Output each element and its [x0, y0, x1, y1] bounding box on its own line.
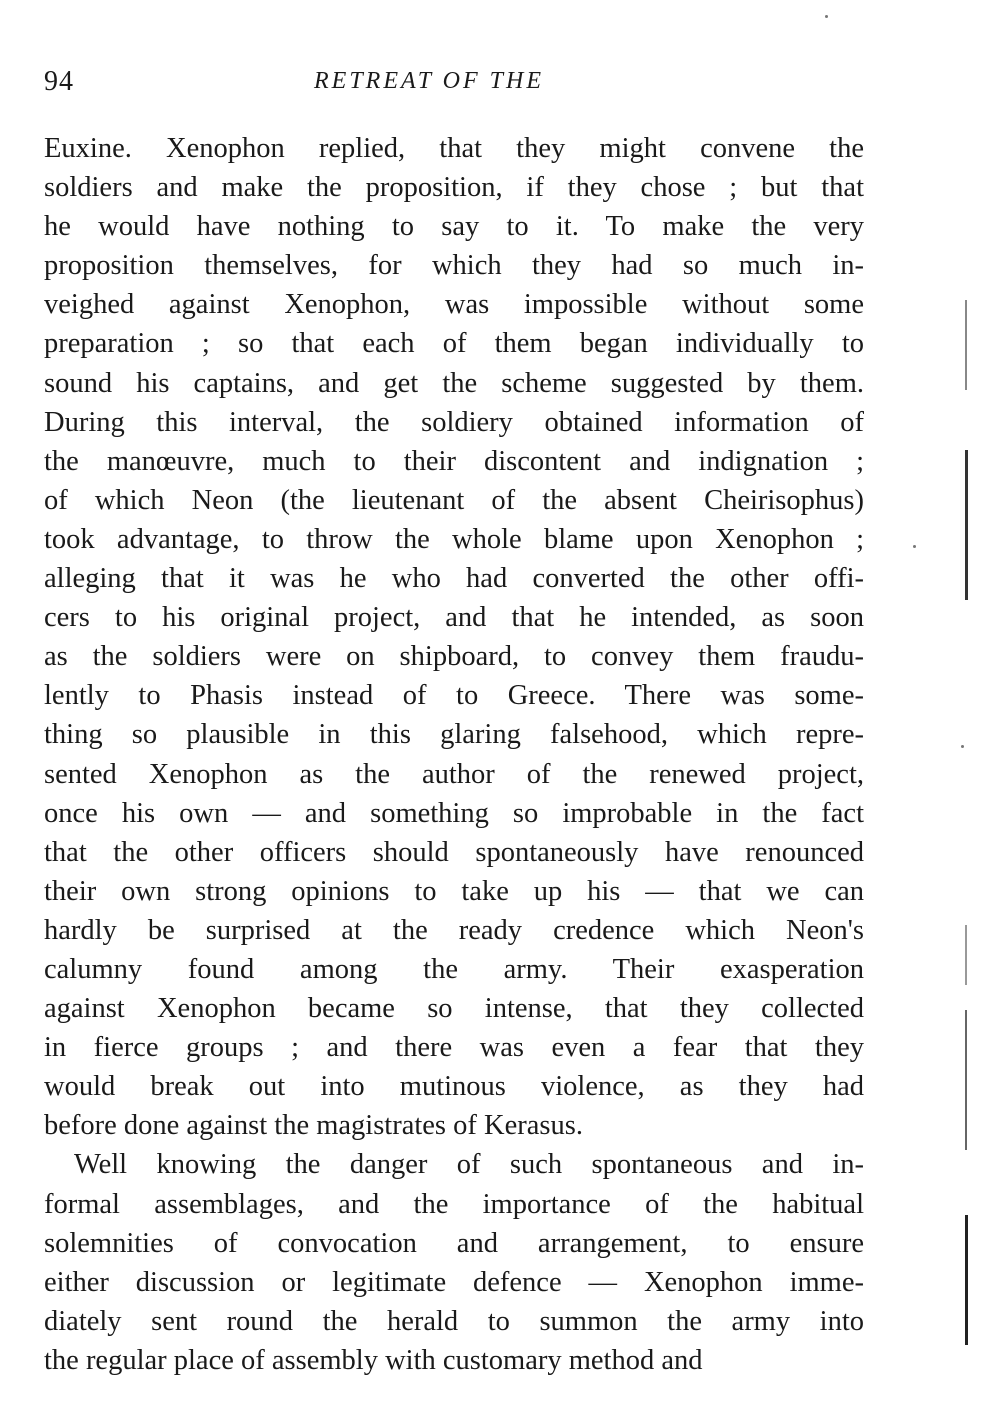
text-line: thing so plausible in this glaring falsehood, which repre- — [44, 719, 864, 751]
scan-artifact-mark — [965, 450, 968, 600]
scan-margin-marks — [965, 0, 985, 1417]
text-line: alleging that it was he who had converted the other offi- — [44, 563, 864, 595]
text-line: took advantage, to throw the whole blame upon Xenophon ; — [44, 523, 864, 555]
scan-artifact-mark — [965, 300, 967, 390]
scan-artifact-mark — [965, 1215, 968, 1345]
text-line: veighed against Xenophon, was impossible without some — [44, 289, 864, 321]
text-line: of which Neon (the lieutenant of the absent Cheirisophus) — [44, 484, 864, 516]
text-line: cers to his original project, and that he intended, as soon — [44, 602, 864, 634]
scan-artifact-mark — [965, 925, 967, 985]
text-line: Well knowing the danger of such spontaneous and in- — [74, 1149, 864, 1181]
text-line: Euxine. Xenophon replied, that they might convene the — [44, 133, 864, 164]
text-line: sented Xenophon as the author of the renewed project, — [44, 758, 864, 790]
text-line: against Xenophon became so intense, that they collected — [44, 993, 864, 1025]
text-line: soldiers and make the proposition, if they chose ; but that — [44, 172, 864, 204]
scan-artifact-speck — [913, 545, 916, 548]
text-line: calumny found among the army. Their exasperation — [44, 953, 864, 985]
running-head: RETREAT OF THE — [314, 68, 545, 94]
body-text — [44, 129, 864, 1380]
text-line: lently to Phasis instead of to Greece. There was some- — [44, 680, 864, 712]
text-line: During this interval, the soldiery obtained information of — [44, 406, 864, 438]
text-line: in fierce groups ; and there was even a fear that they — [44, 1032, 864, 1064]
text-line: hardly be surprised at the ready credence which Neon's — [44, 914, 864, 946]
text-line: once his own — and something so improbable in the fact — [44, 797, 864, 829]
text-line: proposition themselves, for which they had so much in- — [44, 250, 864, 282]
text-line: would break out into mutinous violence, as they had — [44, 1071, 864, 1103]
text-line: formal assemblages, and the importance of the habitual — [44, 1188, 864, 1220]
page-header — [44, 66, 864, 102]
text-line: preparation ; so that each of them began individually to — [44, 328, 864, 360]
text-line: the regular place of assembly with customary method and — [44, 1344, 703, 1376]
text-line: as the soldiers were on shipboard, to convey them fraudu- — [44, 641, 864, 673]
text-line: sound his captains, and get the scheme suggested by them. — [44, 367, 864, 399]
text-line: solemnities of convocation and arrangement, to ensure — [44, 1227, 864, 1259]
text-line: he would have nothing to say to it. To make the very — [44, 211, 864, 243]
text-line: the manœuvre, much to their discontent and indignation ; — [44, 445, 864, 477]
scan-artifact-speck — [825, 15, 828, 18]
scan-artifact-speck — [961, 745, 964, 748]
text-line: that the other officers should spontaneously have renounced — [44, 836, 864, 868]
text-line: either discussion or legitimate defence — Xenophon imme- — [44, 1266, 864, 1298]
text-line: their own strong opinions to take up his — that we can — [44, 875, 864, 907]
scan-artifact-mark — [965, 1010, 967, 1150]
page-number: 94 — [44, 66, 74, 97]
text-line: diately sent round the herald to summon the army into — [44, 1305, 864, 1337]
text-line: before done against the magistrates of Kerasus. — [44, 1110, 583, 1142]
